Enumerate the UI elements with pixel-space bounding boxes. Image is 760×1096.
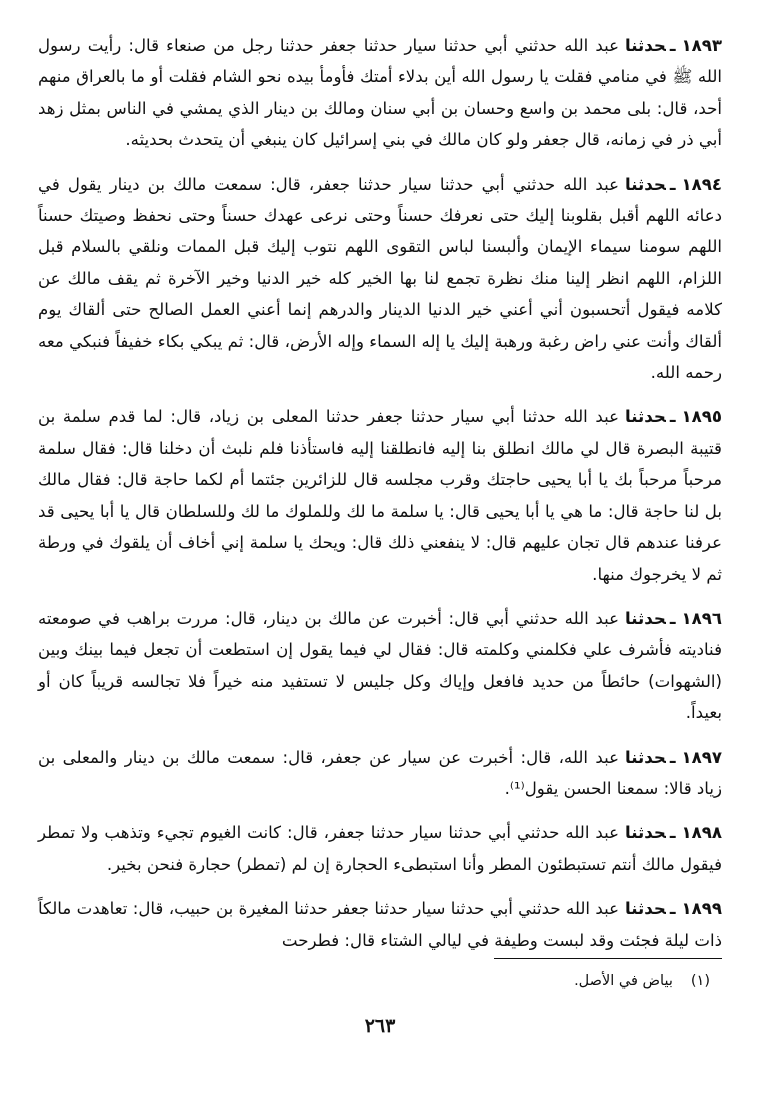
entry-number: ١٨٩٩	[681, 899, 722, 919]
entry-number: ١٨٩٥	[681, 407, 722, 427]
entry-haddathana: حدثنا	[625, 747, 666, 767]
entry-text: عبد الله، قال: أخبرت عن سيار عن جعفر، قال: سمعت مالك بن دينار والمعلى بن زياد قالا: سمعنا الحسن يقول⁽¹⁾.	[38, 747, 722, 798]
entry-dash: ـ	[669, 747, 676, 767]
entry-text: عبد الله حدثني أبي حدثنا سيار حدثنا جعفر حدثنا المغيرة بن حبيب، قال: تعاهدت مالكاً ذات ليلة فجئت وقد لبست وطيفة في ليالي الشتاء قال: فطرحت	[38, 899, 722, 950]
hadith-entry-1899	[38, 893, 722, 956]
page-body	[38, 30, 722, 969]
entry-number: ١٨٩٨	[681, 823, 722, 843]
entry-dash: ـ	[669, 174, 676, 194]
hadith-entry-1895	[38, 401, 722, 589]
hadith-entry-1894	[38, 169, 722, 389]
entry-text: عبد الله حدثنا أبي سيار حدثنا جعفر حدثنا المعلى بن زياد، قال: لما قدم سلمة بن قتيبة البصرة قال لي مالك انطلق بنا إليه فانطلقنا إليه فاستأذنا فلم نلبث أن دخلنا قال: فقال سلمة مرحباً مرحباً بك يا أبا يحيى حاجتك وقرب مجلسه قال للزائرين جئتما أم لكما حاجة قال: فقال مالك بل لنا حاجة قال: ما هي يا أبا يحيى قال: يا سلمة ما لك وللملوك ما لك وللسلطان قال يا أبا يحيى قد عرفنا عندهم قال تجان عليهم قال: لا ينفعني ذلك قال: ويحك يا سلمة إني أخاف أن يلقوك في ورطة ثم لا يخرجوك منها.	[38, 407, 722, 584]
entry-number: ١٨٩٣	[681, 36, 722, 55]
footnote-marker: (١)	[690, 973, 710, 989]
hadith-entry-1893	[38, 30, 722, 156]
entry-number: ١٨٩٦	[681, 608, 722, 628]
entry-number: ١٨٩٤	[681, 174, 722, 194]
entry-haddathana: حدثنا	[625, 174, 666, 194]
hadith-entry-1897	[38, 742, 722, 805]
entry-dash: ـ	[669, 36, 676, 55]
hadith-entry-1898	[38, 817, 722, 880]
entry-text: عبد الله حدثني أبي حدثنا سيار حدثنا جعفر حدثنا رجل من صنعاء قال: رأيت رسول الله ﷺ في منامي فقلت يا رسول الله أين بدلاء أمتك فأومأ بيده نحو الشام فقلت أو ما بالعراق منهم أحد، قال: بلى محمد بن واسع وحسان بن أبي سنان ومالك بن دينار الذي يمشي في الناس بمثل زهد أبي ذر في زمانه، قال جعفر ولو كان مالك في بني إسرائيل كان ينبغي أن يتحدث بحديثه.	[38, 36, 722, 150]
entry-text: عبد الله حدثني أبي حدثنا سيار حدثنا جعفر، قال: كانت الغيوم تجيء وتذهب ولا تمطر فيقول مالك أنتم تستبطئون المطر وأنا استبطىء الحجارة إن لم (تمطر) حجارة فنحن بخير.	[38, 823, 722, 874]
entry-haddathana: حدثنا	[625, 608, 666, 628]
footnote	[50, 968, 710, 994]
entry-dash: ـ	[669, 608, 676, 628]
entry-number: ١٨٩٧	[681, 747, 722, 767]
entry-text: عبد الله حدثني أبي قال: أخبرت عن مالك بن دينار، قال: مررت براهب في صومعته فناديته فأشرف علي فكلمني وكلمته قال: فقال لي فيما يقول إن استطعت أن تجعل فيما بينك وبين (الشهوات) حائطاً من حديد فافعل وإياك وكل جليس لا تستفيد منه خيراً فلا تجالسه قريباً كان أو بعيداً.	[38, 608, 722, 723]
entry-dash: ـ	[669, 899, 676, 919]
entry-haddathana: حدثنا	[625, 823, 666, 843]
entry-dash: ـ	[669, 407, 676, 427]
entry-haddathana: حدثنا	[625, 899, 666, 919]
footnote-text: بياض في الأصل.	[574, 973, 673, 989]
entry-haddathana: حدثنا	[625, 36, 666, 55]
page-number: ٢٦٣	[364, 1015, 396, 1037]
footnote-separator	[494, 958, 722, 959]
entry-haddathana: حدثنا	[625, 407, 666, 427]
hadith-entry-1896	[38, 603, 722, 729]
entry-dash: ـ	[669, 823, 676, 843]
entry-text: عبد الله حدثني أبي حدثنا سيار حدثنا جعفر، قال: سمعت مالك بن دينار يقول في دعائه اللهم أقبل بقلوبنا إليك حتى نعرفك حسناً وحتى نرعى عهدك حسناً وحتى نحفظ وصيتك حسناً اللهم سومنا سيماء الإيمان وألبسنا لباس التقوى اللهم نتوب إليك قبل الممات ونلقي بالسلام قبل اللزام، اللهم انظر إلينا منك نظرة تجمع لنا بها الخير كله خير الدنيا وخير الآخرة ثم يقف مالك عن كلامه فيقول أتحسبون أني أعني خير الدنيا الدينار والدرهم إنما أعني العمل الصالح حتى ألقاك يوم ألقاك وأنت عني راض رغبة ورهبة إليك يا إله السماء وإله الأرض، قال: ثم يبكي بكاء خفيفاً فنبكي معه رحمه الله.	[38, 174, 722, 383]
